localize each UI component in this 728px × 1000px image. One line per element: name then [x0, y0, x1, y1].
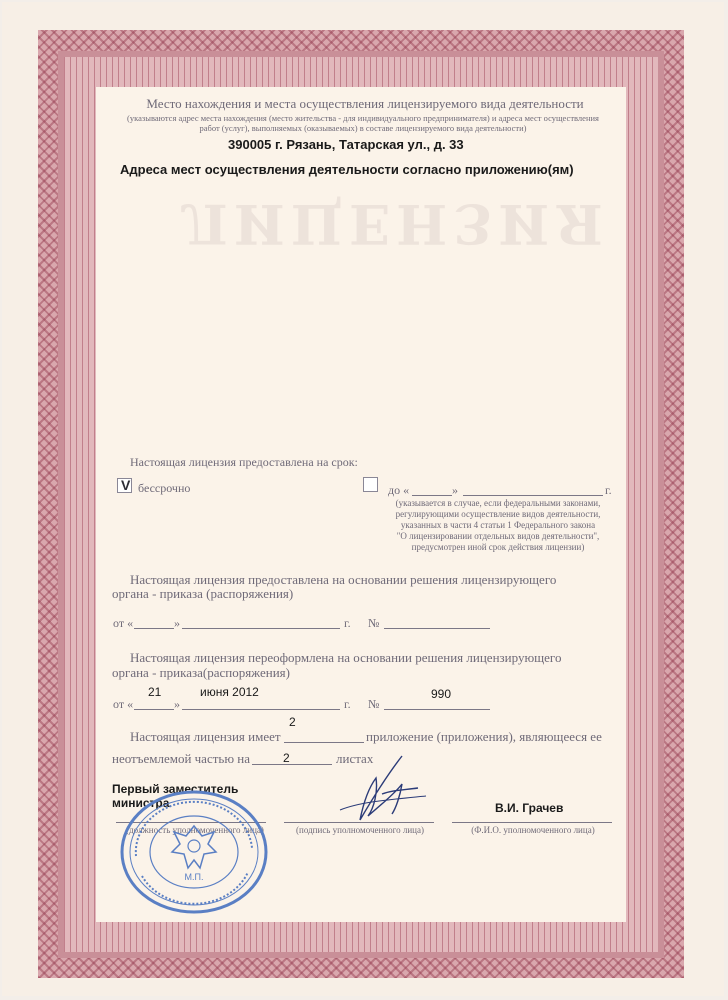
- handwritten-signature: [330, 750, 430, 830]
- until-note-line4: "О лицензировании отдельных видов деятельности",: [396, 531, 600, 541]
- address-line: 390005 г. Рязань, Татарская ул., д. 33: [228, 137, 464, 152]
- appendix-line1-prefix: Настоящая лицензия имеет: [130, 729, 281, 744]
- appendix-count-line: [284, 728, 364, 743]
- reissue-from-prefix: от «: [113, 697, 134, 711]
- reissue-month-year: июня 2012: [200, 685, 259, 699]
- term-label: Настоящая лицензия предоставлена на срок:: [130, 455, 358, 469]
- unlimited-label: бессрочно: [138, 481, 191, 495]
- appendix-line2-suffix: листах: [336, 751, 374, 766]
- caption-name: (Ф.И.О. уполномоченного лица): [471, 825, 595, 835]
- basis-year-suffix: г.: [344, 616, 351, 630]
- official-seal: [114, 786, 274, 918]
- appendix-line2-prefix: неотъемлемой частью на: [112, 751, 251, 766]
- reissue-from-mid: »: [174, 697, 180, 711]
- until-note: [382, 498, 614, 553]
- show-through-watermark: ЛИЦЕНЗИЯ: [180, 192, 609, 256]
- until-note-line2: регулирующими осуществление видов деятельности,: [395, 509, 601, 519]
- until-note-line1: (указывается в случае, если федеральными законами,: [395, 498, 601, 508]
- signatory-position-line1: Первый заместитель: [112, 782, 239, 796]
- until-note-line5: предусмотрен иной срок действия лицензии): [411, 542, 585, 552]
- until-checkbox: [363, 477, 378, 492]
- appendix-line1-suffix: приложение (приложения), являющееся ее: [366, 729, 602, 744]
- basis-from-mid: »: [174, 616, 180, 630]
- name-line: [452, 808, 612, 823]
- reissue-date-line: [182, 695, 340, 710]
- header-note-line2: работ (услуг), выполняемых (оказываемых) в составе лицензируемого вида деятельности): [199, 123, 527, 133]
- until-suffix: г.: [605, 483, 612, 497]
- basis-date-line: [182, 614, 340, 629]
- basis-line2: органа - приказа (распоряжения): [112, 586, 294, 601]
- reissue-year-suffix: г.: [344, 697, 351, 711]
- appendix-sheets: 2: [283, 751, 290, 765]
- until-note-line3: указанных в части 4 статьи 1 Федерального закона: [400, 520, 596, 530]
- basis-number-label: №: [368, 616, 380, 630]
- caption-position: (должность уполномоченного лица): [126, 825, 264, 835]
- basis-from-prefix: от «: [113, 616, 134, 630]
- basis-line1: Настоящая лицензия предоставлена на основании решения лицензирующего: [130, 572, 557, 587]
- reissue-line1: Настоящая лицензия переоформлена на основании решения лицензирующего: [130, 650, 562, 665]
- reissue-day-line: [134, 695, 174, 710]
- activity-places: Адреса мест осуществления деятельности согласно приложению(ям): [120, 162, 574, 177]
- signatory-position-line2: министра: [112, 796, 170, 810]
- appendix-sheets-line: [252, 750, 332, 765]
- until-mid: »: [452, 483, 458, 497]
- caption-signature: (подпись уполномоченного лица): [296, 825, 424, 835]
- reissue-number-label: №: [368, 697, 380, 711]
- signatory-name: В.И. Грачев: [495, 801, 564, 815]
- unlimited-check-mark: V: [121, 477, 131, 493]
- reissue-number-line: [384, 695, 490, 710]
- reissue-number: 990: [431, 687, 452, 701]
- header-title: Место нахождения и места осуществления лицензируемого вида деятельности: [146, 96, 584, 111]
- reissue-day: 21: [148, 685, 162, 699]
- header-note: [116, 113, 610, 133]
- seal-center-text: М.П.: [184, 872, 204, 882]
- reissue-line2: органа - приказа(распоряжения): [112, 665, 290, 680]
- until-date-line: [463, 481, 603, 496]
- header-note-line1: (указываются адрес места нахождения (место жительства - для индивидуального предпринимателя) и адреса мест осуществления: [127, 113, 599, 123]
- appendix-count: 2: [289, 715, 296, 729]
- until-prefix: до «: [388, 483, 410, 497]
- basis-number-line: [384, 614, 490, 629]
- until-day-line: [412, 481, 452, 496]
- basis-day-line: [134, 614, 174, 629]
